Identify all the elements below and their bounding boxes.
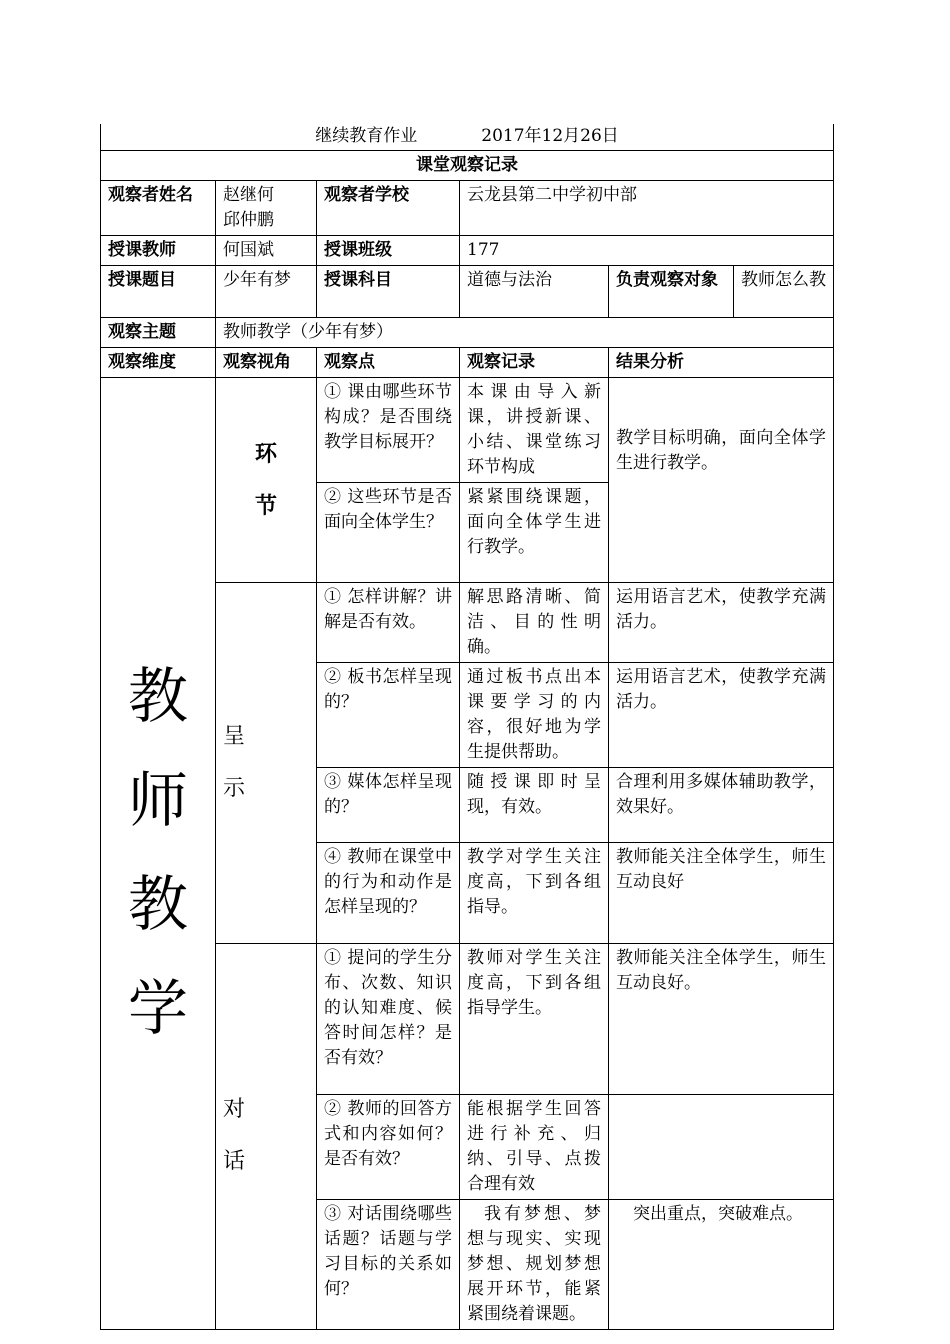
point-cell: ① 提问的学生分布、次数、知识的认知难度、候答时间怎样？是否有效？ <box>317 943 460 1094</box>
record-cell: 通过板书点出本课要学习的内容，很好地为学生提供帮助。 <box>460 662 609 767</box>
point-cell: ① 课由哪些环节构成？是否围绕教学目标展开？ <box>317 377 460 482</box>
observer-name-2: 邱仲鹏 <box>223 209 274 230</box>
perspective-huanjie <box>216 377 317 582</box>
col-dimension: 观察维度 <box>101 347 216 377</box>
header-line <box>101 124 834 150</box>
subject-value: 道德与法治 <box>460 265 609 317</box>
dimension-char: 师 <box>128 766 188 836</box>
topic-label: 授课题目 <box>101 265 216 317</box>
teacher-value: 何国斌 <box>216 235 317 265</box>
class-label: 授课班级 <box>317 235 460 265</box>
observer-names <box>216 180 317 235</box>
theme-value: 教师教学（少年有梦） <box>216 317 834 347</box>
point-cell: ③ 媒体怎样呈现的？ <box>317 767 460 842</box>
perspective-char: 对 <box>223 1097 246 1122</box>
perspective-char: 环 <box>254 440 277 467</box>
record-cell: 能根据学生回答进行补充、归纳、引导、点拨合理有效 <box>460 1094 609 1199</box>
dimension-char: 教 <box>128 870 188 940</box>
col-perspective: 观察视角 <box>216 347 317 377</box>
subject-label: 授课科目 <box>317 265 460 317</box>
perspective-char: 呈 <box>223 723 246 749</box>
record-cell: 解思路清晰、简洁、目的性明确。 <box>460 582 609 662</box>
analysis-cell: 教师能关注全体学生，师生互动良好。 <box>609 943 834 1094</box>
record-cell: 随授课即时呈现，有效。 <box>460 767 609 842</box>
responsible-value: 教师怎么教 <box>734 265 834 317</box>
observer-school-label: 观察者学校 <box>317 180 460 235</box>
dimension-char: 学 <box>128 974 188 1044</box>
dimension-cell <box>101 377 216 1329</box>
document-page <box>100 124 833 1330</box>
col-analysis: 结果分析 <box>609 347 834 377</box>
point-cell: ② 这些环节是否面向全体学生？ <box>317 482 460 582</box>
point-cell: ④ 教师在课堂中的行为和动作是怎样呈现的？ <box>317 842 460 943</box>
dimension-char: 教 <box>128 662 188 732</box>
theme-label: 观察主题 <box>101 317 216 347</box>
analysis-cell: 教师能关注全体学生，师生互动良好 <box>609 842 834 943</box>
perspective-char: 节 <box>254 492 277 519</box>
record-cell: 紧紧围绕课题，面向全体学生进行教学。 <box>460 482 609 582</box>
header-date: 2017年12月26日 <box>481 126 619 146</box>
observer-name-1: 赵继何 <box>223 184 274 205</box>
perspective-char: 话 <box>223 1149 246 1174</box>
analysis-cell: 突出重点，突破难点。 <box>609 1199 834 1329</box>
analysis-cell: 运用语言艺术，使教学充满活力。 <box>609 582 834 662</box>
topic-value: 少年有梦 <box>216 265 317 317</box>
point-cell: ① 怎样讲解？讲解是否有效。 <box>317 582 460 662</box>
point-cell: ③ 对话围绕哪些话题？话题与学习目标的关系如何？ <box>317 1199 460 1329</box>
col-point: 观察点 <box>317 347 460 377</box>
record-cell: 本课由导入新课，讲授新课、小结、课堂练习环节构成 <box>460 377 609 482</box>
responsible-label: 负责观察对象 <box>609 265 734 317</box>
observer-name-label: 观察者姓名 <box>101 180 216 235</box>
point-cell: ② 板书怎样呈现的？ <box>317 662 460 767</box>
form-title: 课堂观察记录 <box>101 150 834 180</box>
table-row <box>101 377 834 482</box>
analysis-cell: 教学目标明确，面向全体学生进行教学。 <box>609 377 834 582</box>
perspective-duihua <box>216 943 317 1329</box>
teacher-label: 授课教师 <box>101 235 216 265</box>
observation-table <box>100 124 834 1330</box>
record-cell: 教师对学生关注度高，下到各组指导学生。 <box>460 943 609 1094</box>
header-title: 继续教育作业 <box>315 126 418 146</box>
col-record: 观察记录 <box>460 347 609 377</box>
analysis-cell <box>609 1094 834 1199</box>
perspective-char: 示 <box>223 775 246 801</box>
record-cell: 我有梦想、梦想与现实、实现梦想、规划梦想展开环节，能紧紧围绕着课题。 <box>460 1199 609 1329</box>
observer-school: 云龙县第二中学初中部 <box>460 180 834 235</box>
perspective-chengshi <box>216 582 317 943</box>
point-cell: ② 教师的回答方式和内容如何？是否有效？ <box>317 1094 460 1199</box>
record-cell: 教学对学生关注度高，下到各组指导。 <box>460 842 609 943</box>
class-value: 177 <box>460 235 834 265</box>
analysis-cell: 合理利用多媒体辅助教学，效果好。 <box>609 767 834 842</box>
analysis-cell: 运用语言艺术，使教学充满活力。 <box>609 662 834 767</box>
